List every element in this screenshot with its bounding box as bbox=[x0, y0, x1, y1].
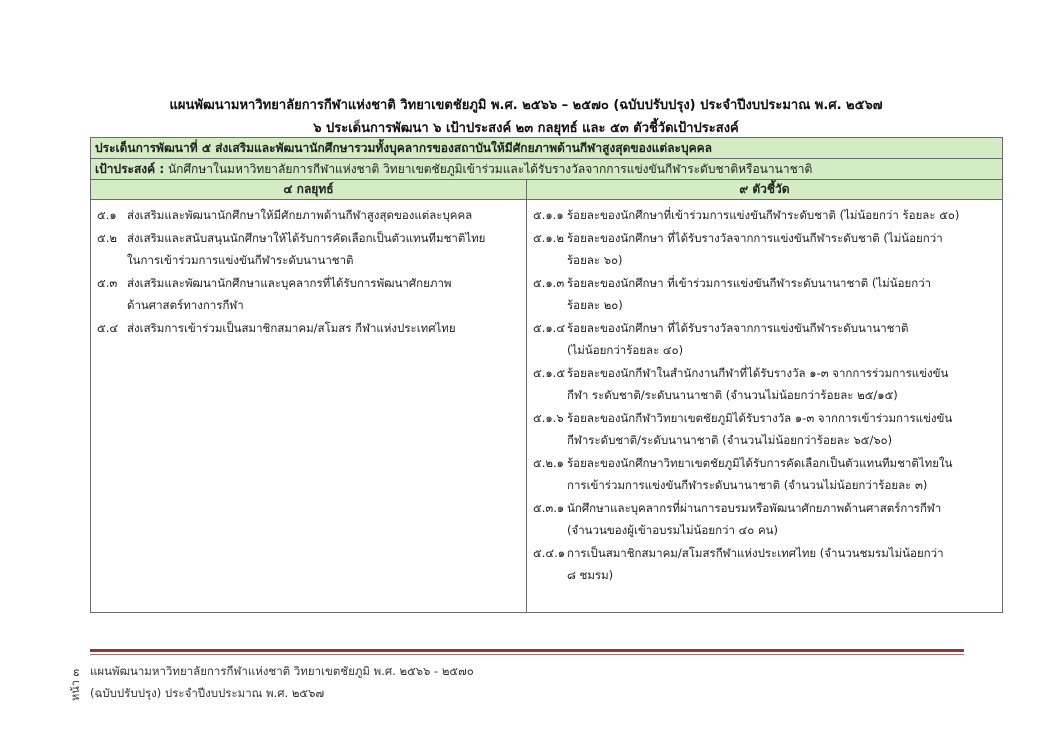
indicator-item-text: ร้อยละของนักกีฬาในสำนักงานกีฬาที่ได้รับรางวัล ๑-๓ จากการร่วมการแข่งขัน bbox=[567, 365, 949, 380]
indicator-item-text: ร้อยละ ๖๐) bbox=[567, 253, 623, 267]
indicator-item bbox=[527, 227, 1002, 272]
strategy-item-text: ด้านศาสตร์ทางการกีฬา bbox=[127, 298, 244, 312]
strategy-item-text: ส่งเสริมการเข้าร่วมเป็นสมาชิกสมาคม/สโมสร กีฬาแห่งประเทศไทย bbox=[127, 320, 456, 335]
indicator-item bbox=[527, 204, 1002, 227]
document-title: แผนพัฒนามหาวิทยาลัยการกีฬาแห่งชาติ วิทยาเขตชัยภูมิ พ.ศ. ๒๕๖๖ – ๒๕๗๐ (ฉบับปรับปรุง) ประจำปีงบประมาณ พ.ศ. ๒๕๖๗ bbox=[169, 98, 883, 113]
indicator-item-text: ๘ ชมรม) bbox=[567, 568, 614, 582]
indicator-item bbox=[527, 272, 1002, 317]
indicator-item-text: ร้อยละของนักศึกษา ที่ได้รับรางวัลจากการแข่งขันกีฬาระดับนานาชาติ bbox=[567, 320, 909, 335]
strategy-item-text: ส่งเสริมและพัฒนานักศึกษาและบุคลากรที่ได้รับการพัฒนาศักยภาพ bbox=[127, 275, 452, 290]
indicator-item bbox=[527, 407, 1002, 452]
indicator-item-text: การเข้าร่วมการแข่งขันกีฬาระดับนานาชาติ (จำนวนไม่น้อยกว่าร้อยละ ๓) bbox=[567, 478, 928, 492]
strategy-item bbox=[91, 204, 526, 227]
indicator-item-number: ๕.๑.๕ bbox=[533, 365, 566, 380]
indicator-item-text: การเป็นสมาชิกสมาคม/สโมสรกีฬาแห่งประเทศไทย (จำนวนชมรมไม่น้อยกว่า bbox=[567, 545, 944, 560]
indicator-item-number: ๕.๑.๖ bbox=[533, 410, 564, 425]
indicator-item-text: ร้อยละของนักศึกษาที่เข้าร่วมการแข่งขันกีฬาระดับชาติ (ไม่น้อยกว่า ร้อยละ ๕๐) bbox=[567, 208, 960, 222]
indicator-item-text: กีฬาระดับชาติ/ระดับนานาชาติ (จำนวนไม่น้อยกว่าร้อยละ ๖๕/๖๐) bbox=[567, 433, 893, 447]
indicator-item-text: นักศึกษาและบุคลากรที่ผ่านการอบรมหรือพัฒนาศักยภาพด้านศาสตร์การกีฬา bbox=[567, 500, 942, 515]
indicator-item-text: (จำนวนของผู้เข้าอบรมไม่น้อยกว่า ๔๐ คน) bbox=[567, 523, 779, 537]
indicator-item bbox=[527, 362, 1002, 407]
strategy-item-text: ในการเข้าร่วมการแข่งขันกีฬาระดับนานาชาติ bbox=[127, 253, 354, 267]
strategy-item-number: ๕.๔ bbox=[97, 320, 119, 335]
indicator-item-text: (ไม่น้อยกว่าร้อยละ ๔๐) bbox=[567, 343, 684, 357]
footer-line-1: แผนพัฒนามหาวิทยาลัยการกีฬาแห่งชาติ วิทยาเขตชัยภูมิ พ.ศ. ๒๕๖๖ - ๒๕๗๐ bbox=[90, 664, 474, 678]
goal-row bbox=[91, 159, 1003, 180]
indicator-item-text: ร้อยละ ๒๐) bbox=[567, 298, 623, 312]
indicator-item-text: ร้อยละของนักศึกษาวิทยาเขตชัยภูมิได้รับการคัดเลือกเป็นตัวแทนทีมชาติไทยใน bbox=[567, 455, 953, 470]
page-number: หน้า ๓ bbox=[69, 669, 82, 701]
indicator-item-number: ๕.๔.๑ bbox=[533, 545, 566, 560]
indicator-list bbox=[527, 200, 1002, 587]
strategy-item-number: ๕.๑ bbox=[97, 208, 117, 222]
footer-rule bbox=[90, 649, 964, 652]
strategy-table bbox=[90, 137, 1003, 613]
strategy-list bbox=[91, 200, 526, 339]
strategies-cell bbox=[91, 200, 527, 613]
indicator-item-number: ๕.๑.๔ bbox=[533, 320, 566, 335]
strategy-item bbox=[91, 272, 526, 317]
column-header-indicators: ๙ ตัวชี้วัด bbox=[527, 180, 1003, 200]
indicators-cell bbox=[527, 200, 1003, 613]
strategy-item-text: ส่งเสริมและพัฒนานักศึกษาให้มีศักยภาพด้านกีฬาสูงสุดของแต่ละบุคคล bbox=[127, 208, 473, 222]
footer-rule-thin bbox=[90, 654, 964, 655]
indicator-item bbox=[527, 452, 1002, 497]
indicator-item-number: ๕.๓.๑ bbox=[533, 500, 565, 515]
footer-line-2: (ฉบับปรับปรุง) ประจำปีงบประมาณ พ.ศ. ๒๕๖๗ bbox=[90, 686, 325, 700]
development-issue: ประเด็นการพัฒนาที่ ๕ ส่งเสริมและพัฒนานักศึกษารวมทั้งบุคลากรของสถาบันให้มีศักยภาพด้านกีฬาสูงสุดของแต่ละบุคคล bbox=[91, 138, 1003, 159]
strategy-item-text: ส่งเสริมและสนับสนุนนักศึกษาให้ได้รับการคัดเลือกเป็นตัวแทนทีมชาติไทย bbox=[127, 230, 486, 245]
strategy-item bbox=[91, 227, 526, 272]
indicator-item-text: กีฬา ระดับชาติ/ระดับนานาชาติ (จำนวนไม่น้อยกว่าร้อยละ ๒๕/๑๕) bbox=[567, 388, 898, 402]
goal-text: นักศึกษาในมหาวิทยาลัยการกีฬาแห่งชาติ วิทยาเขตชัยภูมิเข้าร่วมและได้รับรางวัลจากการแข่งขันกีฬาระดับชาติหรือนานาชาติ bbox=[164, 162, 813, 176]
strategy-item-number: ๕.๓ bbox=[97, 275, 118, 290]
strategy-item bbox=[91, 317, 526, 340]
indicator-item bbox=[527, 542, 1002, 587]
strategy-item-number: ๕.๒ bbox=[97, 230, 117, 245]
column-header-strategies: ๔ กลยุทธ์ bbox=[91, 180, 527, 200]
indicator-item bbox=[527, 317, 1002, 362]
goal-label: เป้าประสงค์ : bbox=[95, 162, 165, 176]
document-subtitle: ๖ ประเด็นการพัฒนา ๖ เป้าประสงค์ ๒๓ กลยุทธ์ และ ๕๓ ตัวชี้วัดเป้าประสงค์ bbox=[313, 121, 739, 136]
indicator-item-number: ๕.๒.๑ bbox=[533, 455, 564, 470]
indicator-item-text: ร้อยละของนักศึกษา ที่ได้รับรางวัลจากการแข่งขันกีฬาระดับชาติ (ไม่น้อยกว่า bbox=[567, 230, 943, 245]
indicator-item-number: ๕.๑.๒ bbox=[533, 230, 564, 245]
indicator-item bbox=[527, 497, 1002, 542]
indicator-item-number: ๕.๑.๓ bbox=[533, 275, 565, 290]
indicator-item-text: ร้อยละของนักศึกษา ที่เข้าร่วมการแข่งขันกีฬาระดับนานาชาติ (ไม่น้อยกว่า bbox=[567, 275, 932, 290]
indicator-item-text: ร้อยละของนักกีฬาวิทยาเขตชัยภูมิได้รับรางวัล ๑-๓ จากการเข้าร่วมการแข่งขัน bbox=[567, 410, 953, 425]
indicator-item-number: ๕.๑.๑ bbox=[533, 208, 564, 222]
